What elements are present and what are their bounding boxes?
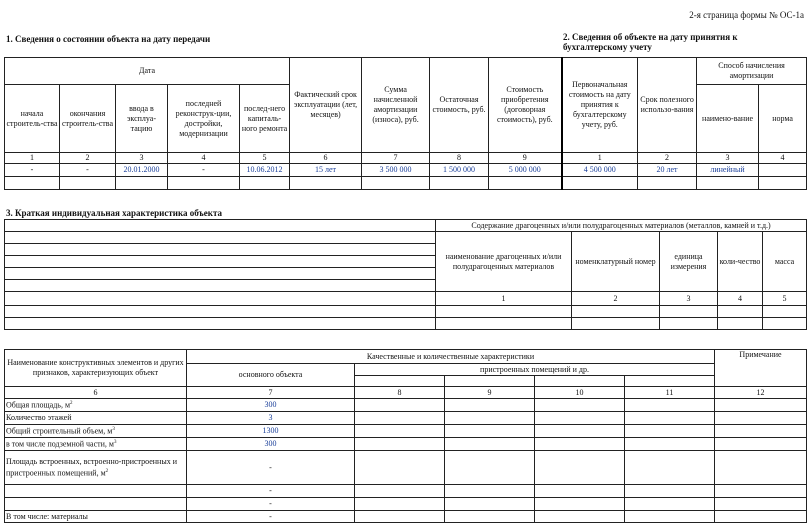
cell-empty-dash: - <box>187 485 355 498</box>
col-construction-end: окончания строитель-ства <box>60 85 116 153</box>
col-purchase-cost: Стоимость приобретения (договорная стоимость), руб. <box>489 58 562 153</box>
col-method-norm: норма <box>759 85 807 153</box>
col-number: 3 <box>660 292 718 306</box>
cell-built-in-area: - <box>187 451 355 485</box>
row-floors: Количество этажей <box>5 412 187 425</box>
section1-title: 1. Сведения о состоянии объекта на дату передачи <box>6 34 211 44</box>
col-number: 4 <box>718 292 763 306</box>
col-number: 6 <box>5 387 187 399</box>
col-number: 4 <box>759 153 807 164</box>
cell-last-reconstruction: - <box>168 164 240 177</box>
col-precious-name: наименование драгоценных и/или полудрагоценных материалов <box>436 232 572 292</box>
col-useful-life: Срок полезного использо-вания <box>638 58 697 153</box>
col-commissioning: ввода в эксплуа-тацию <box>116 85 168 153</box>
section3-title: 3. Краткая индивидуальная характеристика объекта <box>6 208 222 218</box>
col-actual-term: Фактический срок эксплуатации (лет, месяцев) <box>290 58 362 153</box>
col-number: 4 <box>168 153 240 164</box>
col-number: 8 <box>430 153 489 164</box>
col-number: 1 <box>5 153 60 164</box>
cell-underground-volume: 300 <box>187 438 355 451</box>
cell-last-overhaul-date: 10.06.2012 <box>240 164 290 177</box>
cell-total-area: 300 <box>187 399 355 412</box>
col-number: 5 <box>763 292 807 306</box>
col-number: 8 <box>355 387 445 399</box>
col-main-object: основного объекта <box>187 364 355 387</box>
cell-residual-value: 1 500 000 <box>430 164 489 177</box>
col-characteristics: Качественные и количественные характеристики <box>187 350 715 364</box>
col-initial-cost: Первоначальная стоимость на дату принятия к бухгалтерскому учету, руб. <box>562 58 638 153</box>
col-number: 7 <box>362 153 430 164</box>
col-item-number: номенклатурный номер <box>572 232 660 292</box>
col-number: 7 <box>187 387 355 399</box>
acceptance-info-table <box>4 57 807 190</box>
col-note: Примечание <box>715 350 807 387</box>
col-last-reconstruction: последней реконструк-ции, достройки, модернизации <box>168 85 240 153</box>
description-line <box>5 220 436 232</box>
row-total-area: Общая площадь, $м^2$ <box>5 399 187 412</box>
col-construction-start: начала строитель-ства <box>5 85 60 153</box>
cell-depreciation-sum: 3 500 000 <box>362 164 430 177</box>
col-depreciation-method: Способ начисления амортизации <box>697 58 807 85</box>
col-annexed-premises: пристроенных помещений и др. <box>355 364 715 376</box>
col-mass: масса <box>763 232 807 292</box>
col-unit: единица измерения <box>660 232 718 292</box>
characteristics-table <box>4 219 807 330</box>
col-number: 6 <box>290 153 362 164</box>
col-depreciation-sum: Сумма начисленной амортизации (износа), руб. <box>362 58 430 153</box>
cell-method-name: линейный <box>697 164 759 177</box>
cell-useful-life: 20 лет <box>638 164 697 177</box>
cell-materials: - <box>187 511 355 523</box>
cell-method-norm <box>759 164 807 177</box>
col-residual-value: Остаточная стоимость, руб. <box>430 58 489 153</box>
col-quantity: коли-чество <box>718 232 763 292</box>
col-number: 11 <box>625 387 715 399</box>
date-group-header: Дата <box>5 58 290 85</box>
cell-empty-dash: - <box>187 498 355 511</box>
cell-floors: 3 <box>187 412 355 425</box>
cell-construction-end: - <box>60 164 116 177</box>
cell-building-volume: 1300 <box>187 425 355 438</box>
cell-initial-cost: 4 500 000 <box>562 164 638 177</box>
col-number: 3 <box>697 153 759 164</box>
row-materials: В том числе: материалы <box>5 511 187 523</box>
row-built-in-area: Площадь встроенных, встроенно-пристроенных и пристроенных помещений, $м^2$ <box>5 451 187 485</box>
col-number: 3 <box>116 153 168 164</box>
cell-commissioning-date: 20.01.2000 <box>116 164 168 177</box>
col-number: 5 <box>240 153 290 164</box>
col-last-overhaul: послед-него капиталь-ного ремонта <box>240 85 290 153</box>
col-number: 2 <box>638 153 697 164</box>
col-number: 2 <box>572 292 660 306</box>
col-element-name: Наименование конструктивных элементов и других признаков, характеризующих объект <box>5 350 187 387</box>
cell-purchase-cost: 5 000 000 <box>489 164 562 177</box>
col-number: 2 <box>60 153 116 164</box>
row-underground-volume: в том числе подземной части, $м^3$ <box>5 438 187 451</box>
col-number: 9 <box>489 153 562 164</box>
precious-materials-header: Содержание драгоценных и/или полудрагоценных материалов (металлов, камней и т.д.) <box>436 220 807 232</box>
col-number: 1 <box>436 292 572 306</box>
col-number: 1 <box>562 153 638 164</box>
form-page-label: 2-я страница формы № ОС-1а <box>689 10 804 20</box>
col-number: 12 <box>715 387 807 399</box>
section2-title: 2. Сведения об объекте на дату принятия к бухгалтерскому учету <box>563 32 738 52</box>
cell-actual-term: 15 лет <box>290 164 362 177</box>
cell-construction-start: - <box>5 164 60 177</box>
structural-elements-table <box>4 349 807 523</box>
col-number: 10 <box>535 387 625 399</box>
col-method-name: наимено-вание <box>697 85 759 153</box>
col-number: 9 <box>445 387 535 399</box>
row-building-volume: Общий строительный объем, $м^3$ <box>5 425 187 438</box>
